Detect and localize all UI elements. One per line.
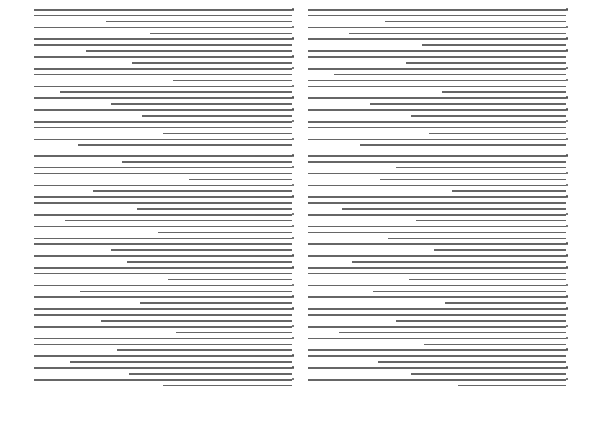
right-page-text-line xyxy=(360,144,566,146)
right-page-text-line xyxy=(434,249,566,251)
left-page-text-line xyxy=(34,109,292,111)
left-page-text-line xyxy=(142,115,292,117)
left-page-text-line xyxy=(34,9,292,11)
left-page-text-line xyxy=(132,62,292,64)
right-page-text-line xyxy=(308,255,566,257)
left-page-text-line xyxy=(150,33,292,35)
left-page-text-line xyxy=(34,226,292,228)
right-page-text-line xyxy=(308,38,566,40)
left-page-text-line xyxy=(34,255,292,257)
right-page-text-line xyxy=(308,185,566,187)
right-page-text-line xyxy=(452,190,566,192)
left-page-text-line xyxy=(101,320,292,322)
left-page-text-line xyxy=(60,91,292,93)
left-page-text-line xyxy=(78,144,292,146)
right-page-text-line xyxy=(406,62,566,64)
right-page xyxy=(308,8,566,412)
right-page-text-line xyxy=(308,214,566,216)
right-page-text-line xyxy=(352,261,566,263)
right-page-text-line xyxy=(308,15,566,17)
right-page-text-line xyxy=(458,385,566,387)
right-page-text-line xyxy=(308,379,566,381)
left-page-text-line xyxy=(129,373,292,375)
right-page-text-line xyxy=(342,208,566,210)
left-page-text-line xyxy=(34,273,292,275)
right-page-text-line xyxy=(339,332,566,334)
right-page-text-line xyxy=(370,103,566,105)
right-page-text-line xyxy=(349,33,566,35)
right-page-text-line xyxy=(334,74,566,76)
right-page-text-line xyxy=(424,344,566,346)
right-page-text-line xyxy=(308,80,566,82)
right-page-text-line xyxy=(380,179,566,181)
left-page-text-line xyxy=(34,127,292,129)
right-page-text-line xyxy=(308,285,566,287)
left-page-text-line xyxy=(34,139,292,141)
left-page-text-line xyxy=(34,44,292,46)
right-page-text-line xyxy=(378,361,566,363)
left-page-text-line xyxy=(86,50,292,52)
left-text-block xyxy=(34,8,292,386)
left-page-text-line xyxy=(34,173,292,175)
left-page-text-line xyxy=(65,220,292,222)
left-page-text-line xyxy=(34,314,292,316)
right-page-text-line xyxy=(396,167,566,169)
left-page-text-line xyxy=(111,249,292,251)
left-page-text-line xyxy=(34,56,292,58)
left-page-text-line xyxy=(34,285,292,287)
right-page-text-line xyxy=(429,133,566,135)
right-page-text-line xyxy=(308,226,566,228)
right-page-text-line xyxy=(411,115,566,117)
left-page-text-line xyxy=(34,15,292,17)
left-page-text-line xyxy=(34,308,292,310)
left-page-text-line xyxy=(137,208,292,210)
right-page-text-line xyxy=(409,279,566,281)
left-page-text-line xyxy=(34,338,292,340)
left-page-text-line xyxy=(127,261,292,263)
left-page-text-line xyxy=(34,27,292,29)
right-page-text-line xyxy=(308,97,566,99)
right-page-text-line xyxy=(308,243,566,245)
right-page-text-line xyxy=(308,139,566,141)
left-page-text-line xyxy=(117,349,292,351)
left-page-text-line xyxy=(34,202,292,204)
left-page-text-line xyxy=(111,103,292,105)
left-page-text-line xyxy=(34,379,292,381)
left-page-text-line xyxy=(173,80,292,82)
right-page-text-line xyxy=(308,127,566,129)
left-page-text-line xyxy=(34,185,292,187)
left-page-text-line xyxy=(122,161,292,163)
left-page-text-line xyxy=(34,355,292,357)
left-page-text-line xyxy=(34,326,292,328)
left-page-text-line xyxy=(93,190,292,192)
left-page-text-line xyxy=(34,196,292,198)
right-page-text-line xyxy=(308,273,566,275)
right-page-text-line xyxy=(308,27,566,29)
left-page-text-line xyxy=(34,367,292,369)
left-page-text-line xyxy=(163,133,292,135)
left-page-text-line xyxy=(140,302,292,304)
left-page-text-line xyxy=(189,179,292,181)
right-page-text-line xyxy=(416,220,566,222)
left-page-text-line xyxy=(158,232,292,234)
left-page-text-line xyxy=(34,97,292,99)
left-page-text-line xyxy=(34,86,292,88)
left-page-text-line xyxy=(34,68,292,70)
left-page-text-line xyxy=(106,21,292,23)
right-page-text-line xyxy=(308,355,566,357)
right-text-block xyxy=(308,8,566,386)
right-page-text-line xyxy=(308,232,566,234)
right-page-text-line xyxy=(308,367,566,369)
right-page-text-line xyxy=(308,155,566,157)
right-page-text-line xyxy=(308,50,566,52)
right-page-text-line xyxy=(308,338,566,340)
right-page-text-line xyxy=(308,109,566,111)
left-page-text-line xyxy=(168,279,292,281)
left-page-text-line xyxy=(34,238,292,240)
right-page-text-line xyxy=(308,161,566,163)
left-page-text-line xyxy=(34,38,292,40)
right-page-text-line xyxy=(373,291,567,293)
right-page-text-line xyxy=(442,91,566,93)
right-page-text-line xyxy=(308,173,566,175)
left-page-text-line xyxy=(34,167,292,169)
left-page-text-line xyxy=(34,155,292,157)
right-page-text-line xyxy=(385,21,566,23)
right-page-text-line xyxy=(445,302,566,304)
right-page-text-line xyxy=(308,296,566,298)
right-page-text-line xyxy=(308,308,566,310)
right-page-text-line xyxy=(308,314,566,316)
left-page-text-line xyxy=(34,267,292,269)
left-page-text-line xyxy=(70,361,292,363)
left-page-text-line xyxy=(34,121,292,123)
left-page-text-line xyxy=(34,243,292,245)
left-page-text-line xyxy=(80,291,292,293)
right-page-text-line xyxy=(308,326,566,328)
gutter xyxy=(299,0,300,424)
right-page-text-line xyxy=(308,202,566,204)
right-page-text-line xyxy=(308,9,566,11)
right-page-text-line xyxy=(308,68,566,70)
left-page-text-line xyxy=(163,385,292,387)
right-page-text-line xyxy=(388,238,566,240)
right-page-text-line xyxy=(308,267,566,269)
right-page-text-line xyxy=(308,121,566,123)
right-page-text-line xyxy=(308,56,566,58)
right-page-text-line xyxy=(396,320,566,322)
right-page-text-line xyxy=(308,349,566,351)
right-page-text-line xyxy=(411,373,566,375)
right-page-text-line xyxy=(308,86,566,88)
left-page-text-line xyxy=(34,296,292,298)
left-page-text-line xyxy=(34,74,292,76)
right-page-text-line xyxy=(308,196,566,198)
right-page-text-line xyxy=(422,44,566,46)
left-page-text-line xyxy=(34,344,292,346)
left-page-text-line xyxy=(176,332,292,334)
left-page-text-line xyxy=(34,214,292,216)
left-page xyxy=(34,8,292,412)
